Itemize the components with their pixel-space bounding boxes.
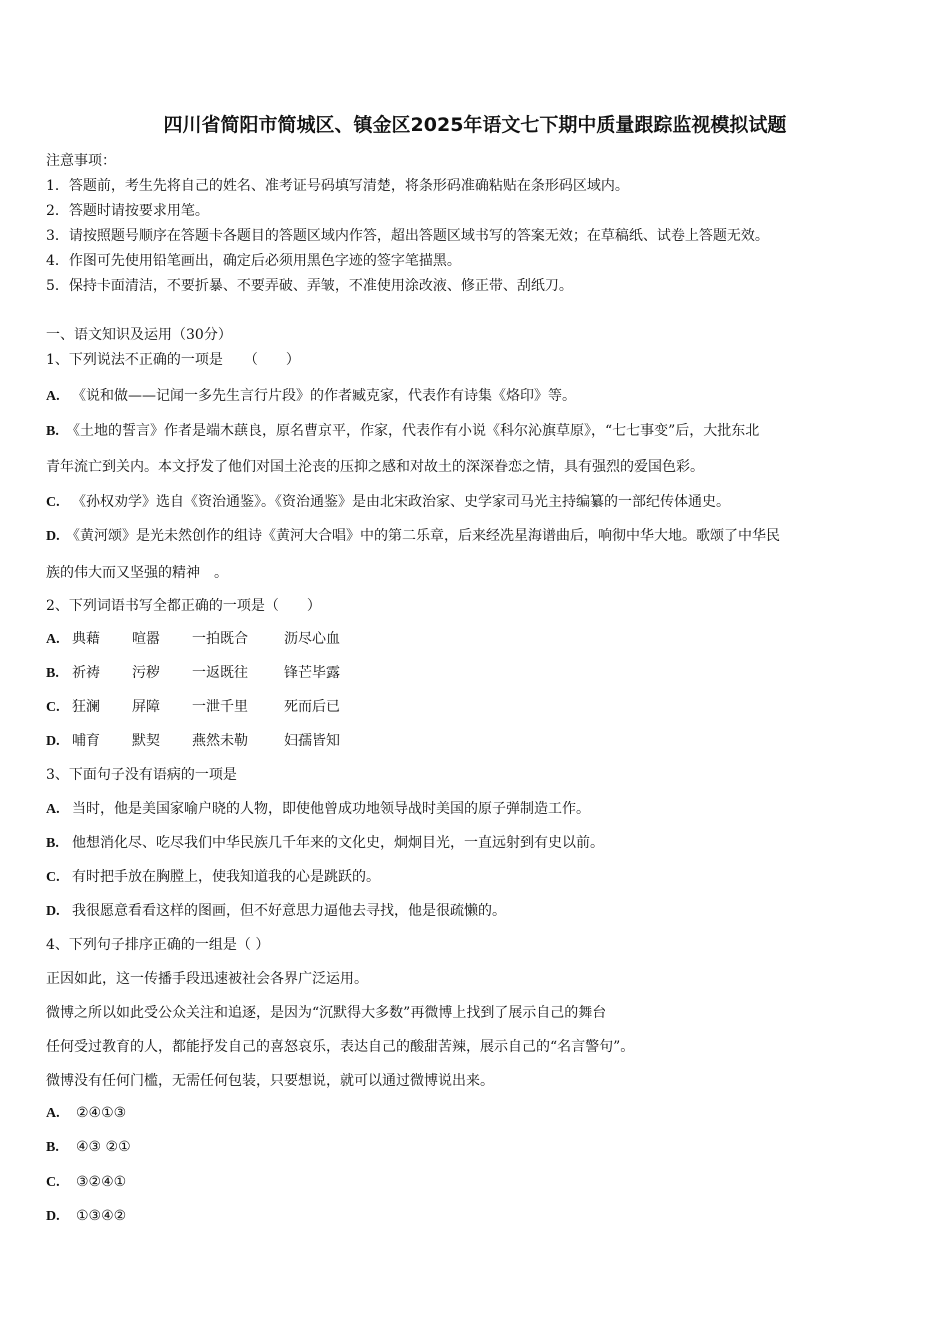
notice-item-3: 3．请按照题号顺序在答题卡各题目的答题区域内作答，超出答题区域书写的答案无效；在草稿纸、试卷上答题无效。	[46, 228, 769, 244]
exam-title: 四川省简阳市简城区、镇金区2025年语文七下期中质量跟踪监视模拟试题	[163, 114, 787, 136]
option-label: D.	[46, 529, 60, 544]
option-text: 他想消化尽、吃尽我们中华民族几千年来的文化史，炯炯目光，一直远射到有史以前。	[72, 835, 604, 851]
q1-option-b-cont: 青年流亡到关内。本文抒发了他们对国土沦丧的压抑之感和对故土的深深眷恋之情，具有强烈的爱国色彩。	[46, 459, 704, 475]
q3-stem: 3、下面句子没有语病的一项是	[46, 767, 237, 783]
option-label: A.	[46, 389, 60, 404]
option-label: C.	[46, 495, 60, 510]
option-text: 《孙权劝学》选自《资治通鉴》。《资治通鉴》是由北宋政治家、史学家司马光主持编纂的一部纪传体通史。	[72, 494, 730, 510]
word: 屏障	[132, 699, 160, 715]
q1-option-a	[46, 386, 576, 407]
q4-option-b	[46, 1137, 131, 1158]
q2-option-c	[46, 697, 340, 718]
q2-option-a	[46, 629, 340, 650]
option-text: 《土地的誓言》作者是端木蕻良，原名曹京平，作家，代表作有小说《科尔沁旗草原》，“七七事变”后，大批东北	[66, 423, 760, 439]
option-label: A.	[46, 632, 60, 647]
option-label: C.	[46, 1175, 60, 1190]
q4-option-c	[46, 1172, 126, 1193]
option-label: D.	[46, 734, 60, 749]
word: 污秽	[132, 665, 160, 681]
q3-option-c	[46, 867, 380, 888]
q3-option-a	[46, 799, 590, 820]
option-text: 《黄河颂》是光未然创作的组诗《黄河大合唱》中的第二乐章，后来经冼星海谱曲后，响彻中华大地。歌颂了中华民	[66, 528, 780, 544]
option-text: 有时把手放在胸膛上，使我知道我的心是跳跃的。	[72, 869, 380, 885]
option-label: B.	[46, 836, 59, 851]
option-text: ①③④②	[76, 1208, 127, 1224]
option-text: 当时，他是美国家喻户晓的人物，即使他曾成功地领导战时美国的原子弹制造工作。	[72, 801, 590, 817]
notice-item-4: 4．作图可先使用铅笔画出，确定后必须用黑色字迹的签字笔描黑。	[46, 253, 461, 269]
word: 狂澜	[72, 699, 100, 715]
q1-option-d-cont: 族的伟大而又坚强的精神 。	[46, 565, 228, 581]
notice-item-5: 5．保持卡面清洁，不要折暴、不要弄破、弄皱，不准使用涂改液、修正带、刮纸刀。	[46, 278, 573, 294]
q4-sentence-1: 正因如此，这一传播手段迅速被社会各界广泛运用。	[46, 971, 368, 987]
option-label: B.	[46, 666, 59, 681]
notice-item-1: 1．答题前，考生先将自己的姓名、准考证号码填写清楚，将条形码准确粘贴在条形码区域内。	[46, 178, 629, 194]
q4-option-a	[46, 1103, 126, 1124]
q3-option-b	[46, 833, 604, 854]
q4-option-d	[46, 1206, 126, 1227]
word: 喧嚣	[132, 631, 160, 647]
option-label: B.	[46, 1140, 59, 1155]
word: 哺育	[72, 733, 100, 749]
q4-sentence-2: 微博之所以如此受公众关注和追逐，是因为“沉默得大多数”再微博上找到了展示自己的舞台	[46, 1005, 607, 1021]
word: 一泄千里	[192, 699, 248, 715]
q1-option-b	[46, 421, 759, 442]
word: 妇孺皆知	[284, 733, 340, 749]
option-label: C.	[46, 700, 60, 715]
section-heading: 一、语文知识及运用（30分）	[46, 327, 232, 343]
option-label: B.	[46, 424, 59, 439]
option-text: 《说和做——记闻一多先生言行片段》的作者臧克家，代表作有诗集《烙印》等。	[72, 388, 576, 404]
option-text: ②④①③	[76, 1105, 127, 1121]
word: 默契	[132, 733, 160, 749]
q1-option-d	[46, 526, 780, 547]
q1-option-c	[46, 492, 730, 513]
option-text: ③②④①	[76, 1174, 127, 1190]
option-label: D.	[46, 904, 60, 919]
option-text: 我很愿意看看这样的图画，但不好意思力逼他去寻找，他是很疏懒的。	[72, 903, 506, 919]
q2-option-b	[46, 663, 340, 684]
q2-option-d	[46, 731, 340, 752]
option-label: D.	[46, 1209, 60, 1224]
notice-item-2: 2．答题时请按要求用笔。	[46, 203, 209, 219]
word: 沥尽心血	[284, 631, 340, 647]
q4-stem: 4、下列句子排序正确的一组是（ ）	[46, 937, 270, 953]
option-text: ④③ ②①	[76, 1139, 131, 1155]
option-label: A.	[46, 1106, 60, 1121]
word: 典藉	[72, 631, 100, 647]
word: 燕然未勒	[192, 733, 248, 749]
word: 一返既往	[192, 665, 248, 681]
option-label: A.	[46, 802, 60, 817]
q4-sentence-3: 任何受过教育的人，都能抒发自己的喜怒哀乐，表达自己的酸甜苦辣，展示自己的“名言警句”。	[46, 1039, 635, 1055]
q3-option-d	[46, 901, 506, 922]
q1-stem: 1、下列说法不正确的一项是 （ ）	[46, 352, 300, 368]
word: 死而后已	[284, 699, 340, 715]
option-label: C.	[46, 870, 60, 885]
notice-heading: 注意事项：	[46, 153, 116, 169]
q4-sentence-4: 微博没有任何门槛，无需任何包装，只要想说，就可以通过微博说出来。	[46, 1073, 494, 1089]
word: 锋芒毕露	[284, 665, 340, 681]
word: 一拍既合	[192, 631, 248, 647]
word: 祈祷	[72, 665, 100, 681]
q2-stem: 2、下列词语书写全都正确的一项是（ ）	[46, 598, 321, 614]
